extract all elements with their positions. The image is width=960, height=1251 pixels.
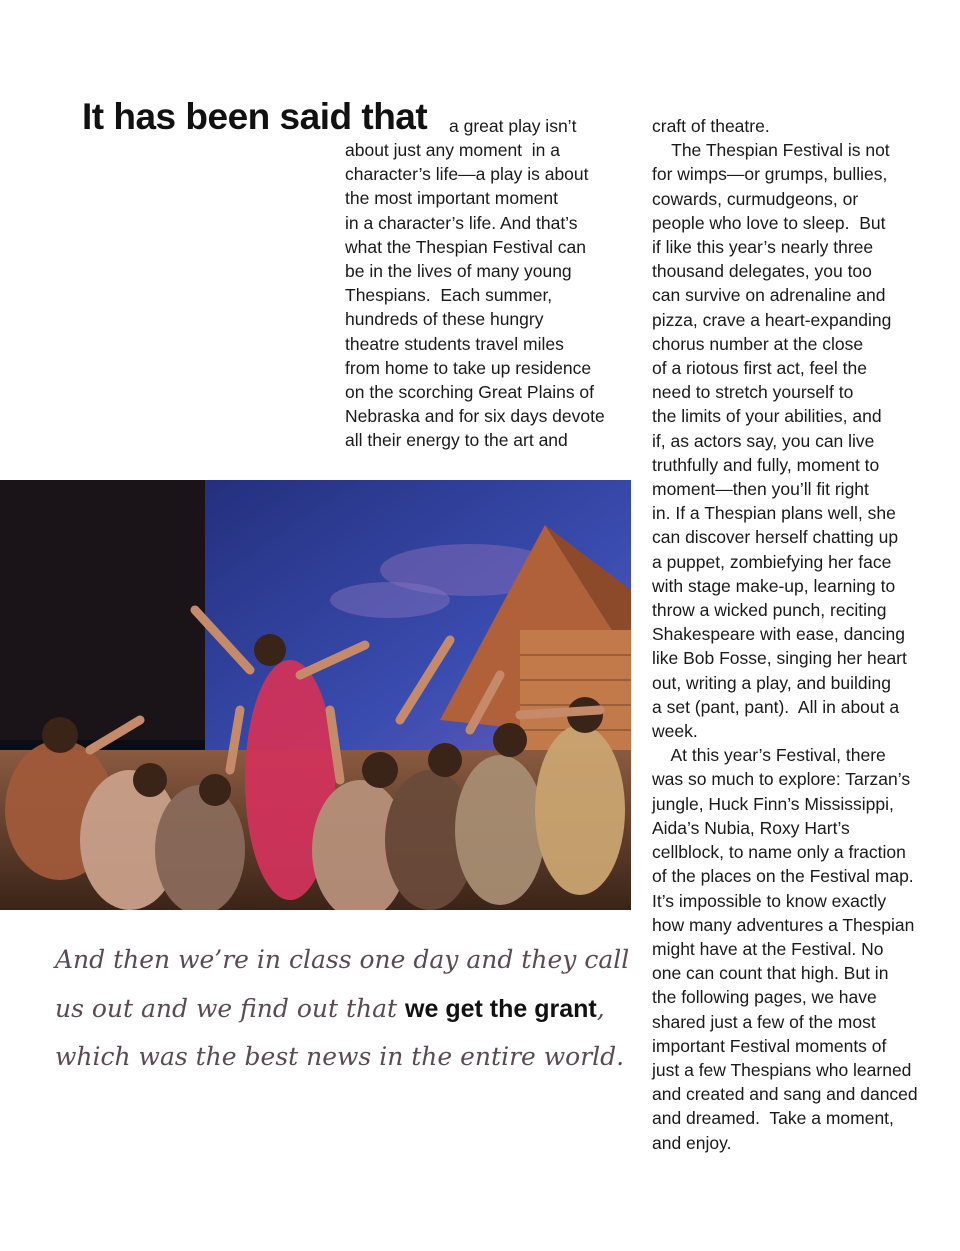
article-line: throw a wicked punch, reciting bbox=[652, 600, 887, 621]
pull-quote-line-1: And then we’re in class one day and they call bbox=[55, 945, 630, 974]
pull-quote-emphasis: we get the grant bbox=[405, 994, 597, 1023]
article-line: the most important moment bbox=[345, 188, 558, 209]
article-line: was so much to explore: Tarzan’s bbox=[652, 769, 911, 790]
article-line: Thespians. Each summer, bbox=[345, 285, 553, 306]
article-line: need to stretch yourself to bbox=[652, 382, 854, 403]
article-line: hundreds of these hungry bbox=[345, 309, 544, 330]
article-line: in a character’s life. And that’s bbox=[345, 212, 578, 233]
article-line: one can count that high. But in bbox=[652, 963, 889, 984]
article-line: and dreamed. Take a moment, bbox=[652, 1108, 894, 1129]
article-line: in. If a Thespian plans well, she bbox=[652, 503, 896, 524]
article-line: Aida’s Nubia, Roxy Hart’s bbox=[652, 817, 850, 838]
article-line: chorus number at the close bbox=[652, 333, 864, 354]
article-column-1 bbox=[345, 138, 635, 453]
article-line: if, as actors say, you can live bbox=[652, 430, 875, 451]
article-line: can discover herself chatting up bbox=[652, 527, 899, 548]
article-line: thousand delegates, you too bbox=[652, 261, 872, 282]
article-line: truthfully and fully, moment to bbox=[652, 454, 880, 475]
article-line: can survive on adrenaline and bbox=[652, 285, 886, 306]
article-line: important Festival moments of bbox=[652, 1035, 887, 1056]
stage-photo-illustration bbox=[0, 480, 631, 910]
article-line: out, writing a play, and building bbox=[652, 672, 891, 693]
article-line: all their energy to the art and bbox=[345, 430, 568, 451]
article-line: of the places on the Festival map. bbox=[652, 866, 914, 887]
article-line: the following pages, we have bbox=[652, 987, 877, 1008]
pull-quote-line-2 bbox=[55, 985, 635, 1034]
article-line: like Bob Fosse, singing her heart bbox=[652, 648, 907, 669]
stage-photo bbox=[0, 480, 631, 910]
article-line: the limits of your abilities, and bbox=[652, 406, 882, 427]
headline-text: It has been said that bbox=[82, 96, 428, 137]
intro-first-line: a great play isn’t bbox=[449, 116, 577, 136]
article-line: Shakespeare with ease, dancing bbox=[652, 624, 905, 645]
pull-quote-line-3: which was the best news in the entire world. bbox=[55, 1042, 625, 1071]
article-line: theatre students travel miles bbox=[345, 333, 564, 354]
article-line: about just any moment in a bbox=[345, 140, 560, 160]
article-line: week. bbox=[652, 721, 698, 742]
article-line: It’s impossible to know exactly bbox=[652, 890, 887, 911]
article-line: with stage make-up, learning to bbox=[652, 575, 896, 596]
article-line: of a riotous first act, feel the bbox=[652, 358, 867, 379]
article-line: character’s life—a play is about bbox=[345, 164, 589, 185]
article-line: from home to take up residence bbox=[345, 357, 592, 378]
article-line: be in the lives of many young bbox=[345, 261, 572, 282]
article-line: cowards, curmudgeons, or bbox=[652, 188, 859, 209]
article-line: shared just a few of the most bbox=[652, 1011, 876, 1032]
article-line: might have at the Festival. No bbox=[652, 938, 884, 959]
pull-quote-line-2-end: , bbox=[596, 993, 605, 1023]
article-line: a set (pant, pant). All in about a bbox=[652, 696, 900, 717]
article-line: craft of theatre. bbox=[652, 116, 770, 136]
article-line: The Thespian Festival is not bbox=[652, 140, 890, 161]
article-line: people who love to sleep. But bbox=[652, 212, 886, 233]
article-line: and created and sang and danced bbox=[652, 1084, 918, 1105]
article-line: cellblock, to name only a fraction bbox=[652, 842, 906, 863]
article-line: a puppet, zombiefying her face bbox=[652, 551, 892, 572]
pull-quote-line-2-start: us out and we find out that bbox=[55, 993, 406, 1023]
article-line: on the scorching Great Plains of bbox=[345, 382, 595, 403]
article-line: how many adventures a Thespian bbox=[652, 914, 915, 935]
article-line: if like this year’s nearly three bbox=[652, 237, 874, 258]
article-line: moment—then you’ll fit right bbox=[652, 479, 869, 500]
article-line: At this year’s Festival, there bbox=[652, 745, 886, 766]
article-column-2 bbox=[652, 114, 947, 1155]
article-line: pizza, crave a heart-expanding bbox=[652, 309, 892, 330]
pull-quote bbox=[55, 936, 635, 1082]
article-line: for wimps—or grumps, bullies, bbox=[652, 164, 888, 185]
article-line: jungle, Huck Finn’s Mississippi, bbox=[652, 793, 894, 814]
article-line: what the Thespian Festival can bbox=[345, 236, 586, 257]
article-line: just a few Thespians who learned bbox=[652, 1059, 912, 1080]
article-line: Nebraska and for six days devote bbox=[345, 406, 605, 427]
article-line: and enjoy. bbox=[652, 1132, 732, 1153]
